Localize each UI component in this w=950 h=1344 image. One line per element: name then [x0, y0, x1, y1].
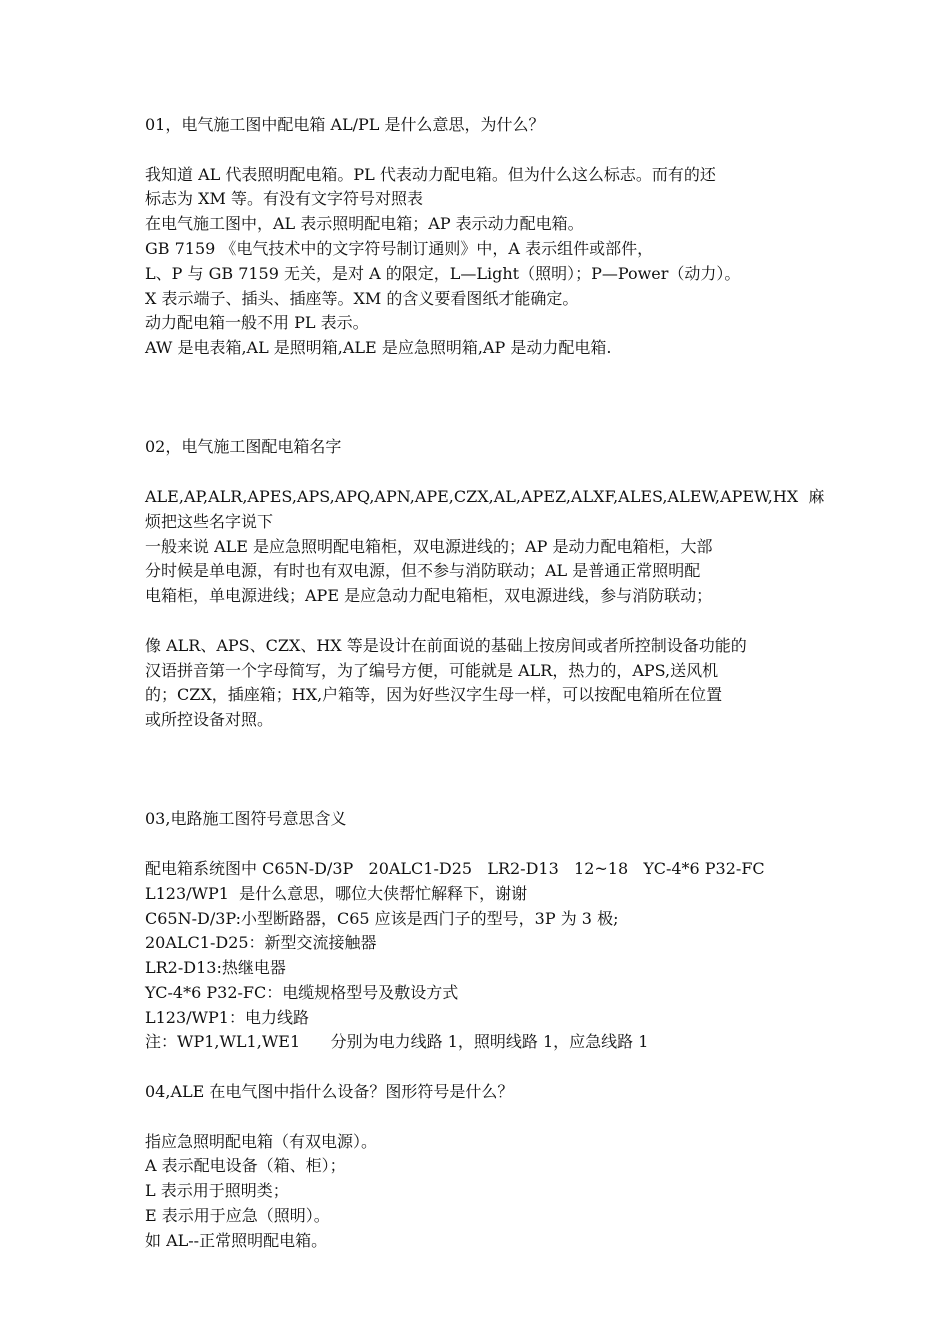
paragraph-line: 配电箱系统图中 C65N-D/3P 20ALC1-D25 LR2-D13 12~18 YC-4*6 P32-FC [145, 858, 765, 878]
document-page [145, 113, 825, 1254]
paragraph-line: 我知道 AL 代表照明配电箱。PL 代表动力配电箱。但为什么这么标志。而有的还 [145, 164, 716, 184]
paragraph-line: YC-4*6 P32-FC：电缆规格型号及敷设方式 [145, 982, 459, 1002]
spacer [145, 361, 817, 411]
paragraph-line: 在电气施工图中，AL 表示照明配电箱；AP 表示动力配电箱。 [145, 214, 584, 234]
spacer [145, 138, 817, 163]
paragraph-line: AW 是电表箱,AL 是照明箱,ALE 是应急照明箱,AP 是动力配电箱. [145, 338, 612, 358]
spacer [145, 609, 817, 634]
paragraph-line: L123/WP1：电力线路 [145, 1007, 309, 1027]
paragraph-line: L 表示用于照明类； [145, 1181, 289, 1201]
paragraph-line: L、P 与 GB 7159 无关，是对 A 的限定，L—Light（照明）；P—Power（动力）。 [145, 263, 741, 283]
paragraph-line: ALE,AP,ALR,APES,APS,APQ,APN,APE,CZX,AL,APEZ,ALXF,ALES,ALEW,APEW,HX 麻 [145, 486, 825, 506]
paragraph-line: 标志为 XM 等。有没有文字符号对照表 [145, 189, 423, 209]
paragraph-line: GB 7159 《电气技术中的文字符号制订通则》中，A 表示组件或部件， [145, 238, 654, 258]
paragraph-line: 或所控设备对照。 [145, 710, 274, 730]
paragraph-line: 一般来说 ALE 是应急照明配电箱柜，双电源进线的；AP 是动力配电箱柜，大部 [145, 536, 713, 556]
paragraph-line: A 表示配电设备（箱、柜）； [145, 1156, 346, 1176]
paragraph-line: X 表示端子、插头、插座等。XM 的含义要看图纸才能确定。 [145, 288, 579, 308]
paragraph-line: 电箱柜，单电源进线；APE 是应急动力配电箱柜，双电源进线，参与消防联动； [145, 586, 713, 606]
spacer [145, 411, 817, 436]
paragraph-line: 20ALC1-D25：新型交流接触器 [145, 933, 377, 953]
spacer [145, 1055, 817, 1080]
paragraph-line: 注：WP1,WL1,WE1 分别为电力线路 1，照明线路 1，应急线路 1 [145, 1032, 649, 1052]
spacer [145, 783, 817, 808]
paragraph-line: 动力配电箱一般不用 PL 表示。 [145, 313, 369, 333]
spacer [145, 1105, 817, 1130]
paragraph-line: 的；CZX，插座箱；HX,户箱等，因为好些汉字生母一样，可以按配电箱所在位置 [145, 685, 723, 705]
paragraph-line: 汉语拼音第一个字母简写，为了编号方便，可能就是 ALR，热力的，APS,送风机 [145, 660, 719, 680]
paragraph-line: 分时候是单电源，有时也有双电源，但不参与消防联动；AL 是普通正常照明配 [145, 561, 701, 581]
section-2-heading: 02，电气施工图配电箱名字 [145, 437, 342, 457]
paragraph-line: E 表示用于应急（照明）。 [145, 1206, 330, 1226]
paragraph-line: 如 AL--正常照明配电箱。 [145, 1230, 328, 1250]
section-3-heading: 03,电路施工图符号意思含义 [145, 809, 347, 829]
paragraph-line: C65N-D/3P:小型断路器，C65 应该是西门子的型号，3P 为 3 极; [145, 908, 619, 928]
section-1-heading: 01，电气施工图中配电箱 AL/PL 是什么意思，为什么？ [145, 115, 545, 134]
paragraph-line: L123/WP1 是什么意思，哪位大侠帮忙解释下，谢谢 [145, 883, 528, 903]
paragraph-line: 像 ALR、APS、CZX、HX 等是设计在前面说的基础上按房间或者所控制设备功能的 [145, 635, 747, 655]
spacer [145, 460, 817, 485]
paragraph-line: LR2-D13:热继电器 [145, 958, 286, 978]
paragraph-line: 指应急照明配电箱（有双电源）。 [145, 1131, 378, 1151]
section-4-heading: 04,ALE 在电气图中指什么设备？图形符号是什么？ [145, 1082, 514, 1102]
spacer [145, 832, 817, 857]
spacer [145, 733, 817, 783]
paragraph-line: 烦把这些名字说下 [145, 511, 274, 531]
